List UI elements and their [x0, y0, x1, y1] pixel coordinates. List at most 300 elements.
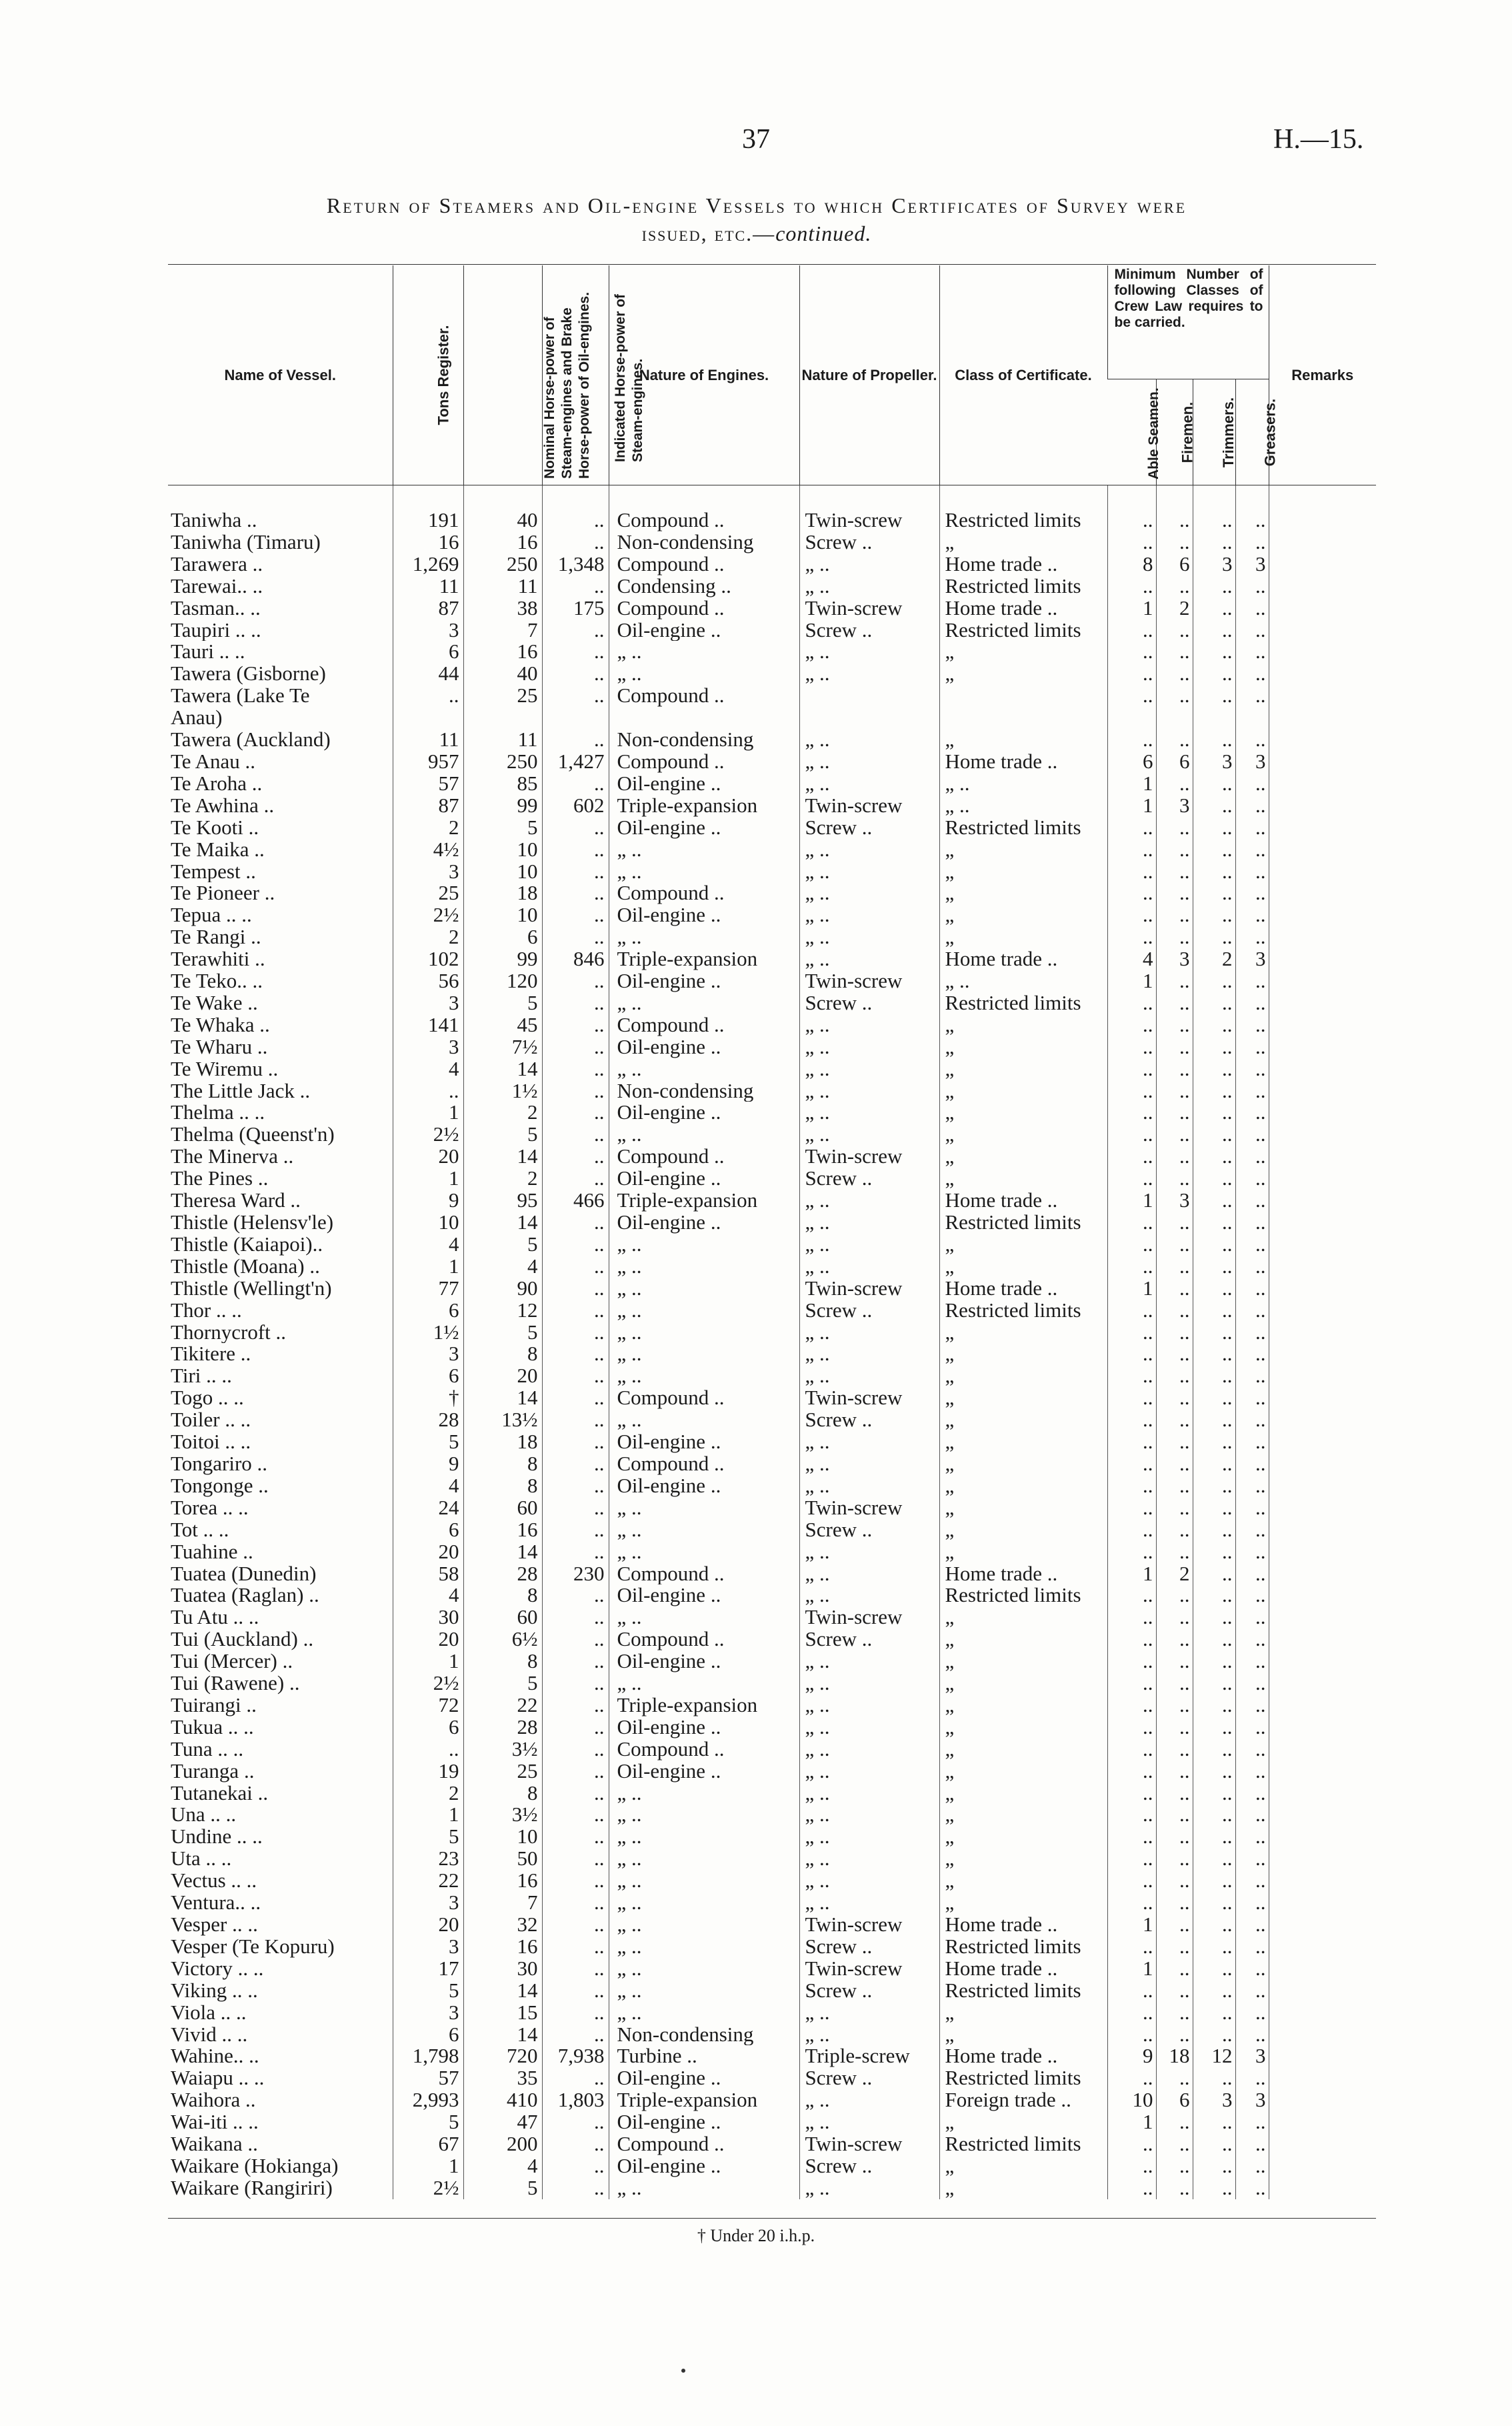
indicated-hp-cell: ..: [542, 1716, 609, 1738]
firemen-cell: ..: [1156, 1014, 1193, 1036]
propeller-type-cell: Twin-screw: [799, 1606, 939, 1628]
greasers-cell: ..: [1235, 1716, 1269, 1738]
indicated-hp-cell: ..: [542, 1102, 609, 1124]
trimmers-cell: ..: [1193, 1409, 1235, 1431]
tons-register-cell: 2: [393, 926, 463, 948]
engine-type-cell: Compound ..: [609, 1738, 799, 1760]
remarks-cell: [1269, 641, 1376, 663]
trimmers-cell: ..: [1193, 1760, 1235, 1782]
able-seamen-cell: ..: [1107, 1080, 1156, 1102]
vessel-name-cell: The Minerva ..: [171, 1146, 294, 1168]
engine-type-cell: „ ..: [609, 1278, 799, 1300]
propeller-type-cell: „ ..: [799, 1212, 939, 1234]
engine-type-cell: „ ..: [609, 1958, 799, 1980]
vessel-name-cell: Te Wharu ..: [171, 1036, 268, 1058]
trimmers-cell: ..: [1193, 1080, 1235, 1102]
tons-register-cell: 1: [393, 1650, 463, 1672]
firemen-cell: ..: [1156, 1826, 1193, 1848]
engine-type-cell: Compound ..: [609, 597, 799, 620]
tons-register-cell: 3: [393, 2002, 463, 2024]
firemen-cell: 6: [1156, 751, 1193, 773]
vessel-name-cell: Te Teko.. ..: [171, 970, 263, 992]
remarks-cell: [1269, 839, 1376, 861]
nominal-hp-cell: 8: [463, 1584, 542, 1606]
greasers-cell: [1235, 707, 1269, 729]
trimmers-cell: ..: [1193, 773, 1235, 795]
firemen-cell: ..: [1156, 1650, 1193, 1672]
propeller-type-cell: „ ..: [799, 1190, 939, 1212]
propeller-type-cell: „ ..: [799, 2089, 939, 2111]
vessel-name-cell: Tawera (Gisborne): [171, 663, 326, 686]
propeller-type-cell: „ ..: [799, 1694, 939, 1716]
greasers-cell: ..: [1235, 839, 1269, 861]
remarks-cell: [1269, 1475, 1376, 1497]
remarks-cell: [1269, 685, 1376, 707]
indicated-hp-cell: ..: [542, 839, 609, 861]
able-seamen-cell: 1: [1107, 773, 1156, 795]
col-header-able-seamen: [1107, 379, 1161, 485]
tons-register-cell: 20: [393, 1541, 463, 1563]
trimmers-cell: 2: [1193, 948, 1235, 970]
trimmers-cell: 3: [1193, 553, 1235, 575]
able-seamen-cell: ..: [1107, 1782, 1156, 1804]
indicated-hp-cell: ..: [542, 509, 609, 531]
greasers-cell: ..: [1235, 1958, 1269, 1980]
propeller-type-cell: „ ..: [799, 663, 939, 685]
greasers-cell: ..: [1235, 685, 1269, 707]
certificate-class-cell: Foreign trade ..: [939, 2089, 1107, 2111]
greasers-cell: ..: [1235, 1058, 1269, 1080]
propeller-type-cell: „ ..: [799, 1716, 939, 1738]
remarks-cell: [1269, 861, 1376, 883]
remarks-cell: [1269, 707, 1376, 729]
certificate-class-cell: Home trade ..: [939, 1278, 1107, 1300]
able-seamen-cell: ..: [1107, 926, 1156, 948]
firemen-cell: ..: [1156, 773, 1193, 795]
trimmers-cell: ..: [1193, 1365, 1235, 1387]
firemen-cell: ..: [1156, 1300, 1193, 1322]
engine-type-cell: Oil-engine ..: [609, 970, 799, 992]
remarks-cell: [1269, 904, 1376, 926]
firemen-cell: ..: [1156, 1760, 1193, 1782]
vessel-name-cell: Viola .. ..: [171, 2001, 247, 2024]
certificate-class-cell: „: [939, 1102, 1107, 1124]
certificate-class-cell: [939, 707, 1107, 729]
vessel-name-cell: Tui (Auckland) ..: [171, 1628, 314, 1651]
firemen-cell: ..: [1156, 509, 1193, 531]
trimmers-cell: ..: [1193, 1848, 1235, 1870]
nominal-hp-cell: 16: [463, 1519, 542, 1541]
indicated-hp-cell: ..: [542, 1892, 609, 1914]
trimmers-cell: ..: [1193, 1146, 1235, 1168]
trimmers-cell: ..: [1193, 1892, 1235, 1914]
propeller-type-cell: Twin-screw: [799, 1914, 939, 1936]
able-seamen-cell: 1: [1107, 1958, 1156, 1980]
table-row: [168, 531, 1376, 553]
greasers-cell: 3: [1235, 751, 1269, 773]
greasers-cell: ..: [1235, 1431, 1269, 1453]
engine-type-cell: Compound ..: [609, 882, 799, 904]
greasers-cell: ..: [1235, 2111, 1269, 2133]
tons-register-cell: †: [393, 1387, 463, 1409]
firemen-cell: ..: [1156, 817, 1193, 839]
propeller-type-cell: „ ..: [799, 1826, 939, 1848]
table-row: [168, 2111, 1376, 2133]
engine-type-cell: „ ..: [609, 1980, 799, 2002]
propeller-type-cell: „ ..: [799, 1848, 939, 1870]
nominal-hp-cell: 5: [463, 1672, 542, 1694]
engine-type-cell: Non-condensing: [609, 1080, 799, 1102]
certificate-class-cell: „: [939, 1628, 1107, 1650]
vessel-name-cell: Tuirangi ..: [171, 1694, 257, 1716]
trimmers-cell: ..: [1193, 1278, 1235, 1300]
able-seamen-cell: ..: [1107, 1672, 1156, 1694]
greasers-cell: ..: [1235, 1672, 1269, 1694]
nominal-hp-cell: 40: [463, 509, 542, 531]
table-row: [168, 1650, 1376, 1672]
trimmers-cell: ..: [1193, 2177, 1235, 2199]
remarks-cell: [1269, 1343, 1376, 1365]
nominal-hp-cell: 11: [463, 575, 542, 597]
engine-type-cell: Compound ..: [609, 1387, 799, 1409]
remarks-cell: [1269, 1936, 1376, 1958]
indicated-hp-cell: ..: [542, 817, 609, 839]
remarks-cell: [1269, 970, 1376, 992]
trimmers-cell: ..: [1193, 1475, 1235, 1497]
able-seamen-cell: ..: [1107, 1256, 1156, 1278]
firemen-cell: ..: [1156, 685, 1193, 707]
greasers-cell: ..: [1235, 1300, 1269, 1322]
engine-type-cell: „ ..: [609, 1541, 799, 1563]
vessel-name-cell: Tui (Mercer) ..: [171, 1650, 293, 1673]
firemen-cell: ..: [1156, 641, 1193, 663]
engine-type-cell: „ ..: [609, 992, 799, 1014]
firemen-cell: ..: [1156, 2133, 1193, 2155]
greasers-cell: ..: [1235, 620, 1269, 642]
able-seamen-cell: ..: [1107, 575, 1156, 597]
greasers-cell: ..: [1235, 1628, 1269, 1650]
certificate-class-cell: „: [939, 1892, 1107, 1914]
nominal-hp-cell: [463, 707, 542, 729]
firemen-cell: ..: [1156, 1848, 1193, 1870]
firemen-cell: ..: [1156, 1870, 1193, 1892]
nominal-hp-cell: 35: [463, 2067, 542, 2089]
remarks-cell: [1269, 1584, 1376, 1606]
table-row: [168, 2133, 1376, 2155]
greasers-cell: ..: [1235, 2067, 1269, 2089]
greasers-cell: ..: [1235, 1914, 1269, 1936]
greasers-cell: ..: [1235, 729, 1269, 751]
greasers-cell: 3: [1235, 2089, 1269, 2111]
able-seamen-cell: 9: [1107, 2045, 1156, 2067]
remarks-cell: [1269, 2111, 1376, 2133]
able-seamen-cell: ..: [1107, 1650, 1156, 1672]
greasers-cell: ..: [1235, 817, 1269, 839]
tons-register-cell: 23: [393, 1848, 463, 1870]
engine-type-cell: Oil-engine ..: [609, 1168, 799, 1190]
vessel-name-cell: Tarewai.. ..: [171, 575, 263, 597]
greasers-cell: ..: [1235, 1365, 1269, 1387]
firemen-cell: ..: [1156, 1146, 1193, 1168]
indicated-hp-cell: ..: [542, 1431, 609, 1453]
greasers-cell: ..: [1235, 2177, 1269, 2199]
indicated-hp-cell: ..: [542, 1826, 609, 1848]
tons-register-cell: 58: [393, 1563, 463, 1585]
able-seamen-cell: ..: [1107, 1980, 1156, 2002]
propeller-type-cell: Twin-screw: [799, 1146, 939, 1168]
propeller-type-cell: Twin-screw: [799, 1278, 939, 1300]
remarks-cell: [1269, 1212, 1376, 1234]
tons-register-cell: 5: [393, 2111, 463, 2133]
tons-register-cell: 57: [393, 773, 463, 795]
tons-register-cell: 191: [393, 509, 463, 531]
certificate-class-cell: „: [939, 882, 1107, 904]
trimmers-cell: ..: [1193, 1782, 1235, 1804]
propeller-type-cell: Twin-screw: [799, 2133, 939, 2155]
remarks-cell: [1269, 1958, 1376, 1980]
greasers-cell: ..: [1235, 773, 1269, 795]
table-row: [168, 1080, 1376, 1102]
table-row: [168, 1672, 1376, 1694]
certificate-class-cell: „: [939, 1256, 1107, 1278]
engine-type-cell: Turbine ..: [609, 2045, 799, 2067]
trimmers-cell: ..: [1193, 1694, 1235, 1716]
table-row: [168, 861, 1376, 883]
remarks-cell: [1269, 1497, 1376, 1519]
indicated-hp-cell: ..: [542, 2111, 609, 2133]
nominal-hp-cell: 25: [463, 685, 542, 707]
trimmers-cell: ..: [1193, 663, 1235, 685]
trimmers-cell: ..: [1193, 1212, 1235, 1234]
tons-register-cell: ..: [393, 1080, 463, 1102]
able-seamen-cell: ..: [1107, 1234, 1156, 1256]
remarks-cell: [1269, 751, 1376, 773]
greasers-cell: ..: [1235, 1014, 1269, 1036]
nominal-hp-cell: 5: [463, 1322, 542, 1344]
firemen-cell: 3: [1156, 948, 1193, 970]
certificate-class-cell: „: [939, 1431, 1107, 1453]
firemen-cell: ..: [1156, 1475, 1193, 1497]
able-seamen-cell: ..: [1107, 1322, 1156, 1344]
tons-register-cell: 16: [393, 531, 463, 553]
remarks-cell: [1269, 1914, 1376, 1936]
remarks-cell: [1269, 817, 1376, 839]
propeller-type-cell: „ ..: [799, 1124, 939, 1146]
greasers-cell: ..: [1235, 1541, 1269, 1563]
propeller-type-cell: „ ..: [799, 1563, 939, 1585]
able-seamen-cell: ..: [1107, 1519, 1156, 1541]
propeller-type-cell: Triple-screw: [799, 2045, 939, 2067]
table-row: [168, 926, 1376, 948]
able-seamen-cell: ..: [1107, 817, 1156, 839]
certificate-class-cell: „: [939, 1036, 1107, 1058]
certificate-class-cell: „: [939, 1365, 1107, 1387]
table-row: [168, 1738, 1376, 1760]
propeller-type-cell: „ ..: [799, 1584, 939, 1606]
tons-register-cell: 30: [393, 1606, 463, 1628]
nominal-hp-cell: 2: [463, 1168, 542, 1190]
certificate-class-cell: „: [939, 1168, 1107, 1190]
remarks-cell: [1269, 729, 1376, 751]
able-seamen-cell: ..: [1107, 1892, 1156, 1914]
vessel-name-cell: Waikare (Rangiriri): [171, 2177, 333, 2199]
firemen-cell: ..: [1156, 1672, 1193, 1694]
able-seamen-cell: 1: [1107, 795, 1156, 817]
indicated-hp-cell: ..: [542, 1672, 609, 1694]
nominal-hp-cell: 16: [463, 641, 542, 663]
tons-register-cell: 1,798: [393, 2045, 463, 2067]
remarks-cell: [1269, 1190, 1376, 1212]
engine-type-cell: Oil-engine ..: [609, 817, 799, 839]
certificate-class-cell: „: [939, 2002, 1107, 2024]
trimmers-cell: ..: [1193, 1650, 1235, 1672]
indicated-hp-cell: ..: [542, 1848, 609, 1870]
table-row: [168, 1892, 1376, 1914]
indicated-hp-cell: ..: [542, 1168, 609, 1190]
remarks-cell: [1269, 509, 1376, 531]
trimmers-cell: ..: [1193, 729, 1235, 751]
indicated-hp-cell: ..: [542, 1980, 609, 2002]
indicated-hp-cell: 230: [542, 1563, 609, 1585]
vessel-name-cell: Wai-iti .. ..: [171, 2111, 259, 2134]
greasers-cell: ..: [1235, 2024, 1269, 2046]
table-row: [168, 2045, 1376, 2067]
trimmers-cell: ..: [1193, 685, 1235, 707]
propeller-type-cell: „ ..: [799, 1322, 939, 1344]
propeller-type-cell: Twin-screw: [799, 795, 939, 817]
remarks-cell: [1269, 1519, 1376, 1541]
table-row: [168, 1606, 1376, 1628]
tons-register-cell: 6: [393, 1365, 463, 1387]
firemen-cell: ..: [1156, 620, 1193, 642]
certificate-class-cell: „: [939, 1870, 1107, 1892]
firemen-cell: [1156, 707, 1193, 729]
indicated-hp-cell: ..: [542, 2177, 609, 2199]
remarks-cell: [1269, 1826, 1376, 1848]
engine-type-cell: Oil-engine ..: [609, 2155, 799, 2177]
propeller-type-cell: Screw ..: [799, 1409, 939, 1431]
engine-type-cell: Oil-engine ..: [609, 904, 799, 926]
remarks-cell: [1269, 2089, 1376, 2111]
indicated-hp-cell: 1,803: [542, 2089, 609, 2111]
engine-type-cell: „ ..: [609, 1848, 799, 1870]
greasers-cell: 3: [1235, 948, 1269, 970]
table-row: [168, 1563, 1376, 1585]
tons-register-cell: 3: [393, 1343, 463, 1365]
vessel-name-cell: Tuatea (Dunedin): [171, 1562, 317, 1585]
firemen-cell: ..: [1156, 2111, 1193, 2133]
able-seamen-cell: ..: [1107, 1606, 1156, 1628]
nominal-hp-cell: 16: [463, 531, 542, 553]
indicated-hp-cell: ..: [542, 1014, 609, 1036]
certificate-class-cell: Home trade ..: [939, 1914, 1107, 1936]
propeller-type-cell: „ ..: [799, 1475, 939, 1497]
certificate-class-cell: „: [939, 641, 1107, 663]
remarks-cell: [1269, 1892, 1376, 1914]
certificate-class-cell: Restricted limits: [939, 620, 1107, 642]
indicated-hp-cell: 175: [542, 597, 609, 620]
table-row: [168, 641, 1376, 663]
nominal-hp-cell: 250: [463, 553, 542, 575]
nominal-hp-cell: 3½: [463, 1738, 542, 1760]
trimmers-cell: ..: [1193, 1826, 1235, 1848]
vessel-name-cell: Anau): [171, 707, 223, 730]
nominal-hp-cell: 8: [463, 1782, 542, 1804]
engine-type-cell: Triple-expansion: [609, 1190, 799, 1212]
nominal-hp-cell: 5: [463, 1124, 542, 1146]
table-row: [168, 1431, 1376, 1453]
engine-type-cell: „ ..: [609, 1234, 799, 1256]
greasers-cell: ..: [1235, 992, 1269, 1014]
propeller-type-cell: „ ..: [799, 1541, 939, 1563]
certificate-class-cell: „: [939, 1387, 1107, 1409]
firemen-cell: ..: [1156, 882, 1193, 904]
table-row: [168, 1716, 1376, 1738]
trimmers-cell: ..: [1193, 2067, 1235, 2089]
able-seamen-cell: [1107, 707, 1156, 729]
tons-register-cell: 57: [393, 2067, 463, 2089]
able-seamen-cell: 6: [1107, 751, 1156, 773]
engine-type-cell: Non-condensing: [609, 729, 799, 751]
able-seamen-cell: ..: [1107, 663, 1156, 685]
certificate-class-cell: Home trade ..: [939, 948, 1107, 970]
certificate-class-cell: „: [939, 1606, 1107, 1628]
engine-type-cell: Oil-engine ..: [609, 773, 799, 795]
able-seamen-cell: 1: [1107, 597, 1156, 620]
remarks-cell: [1269, 948, 1376, 970]
able-seamen-cell: 1: [1107, 1563, 1156, 1585]
tons-register-cell: 19: [393, 1760, 463, 1782]
tons-register-cell: 102: [393, 948, 463, 970]
table-row: [168, 1234, 1376, 1256]
nominal-hp-cell: 5: [463, 1234, 542, 1256]
certificate-class-cell: „: [939, 1497, 1107, 1519]
nominal-hp-cell: 10: [463, 839, 542, 861]
vessel-name-cell: Te Aroha ..: [171, 772, 263, 795]
able-seamen-cell: ..: [1107, 1475, 1156, 1497]
propeller-type-cell: „ ..: [799, 729, 939, 751]
trimmers-cell: ..: [1193, 1672, 1235, 1694]
greasers-cell: ..: [1235, 861, 1269, 883]
indicated-hp-cell: ..: [542, 2155, 609, 2177]
able-seamen-cell: ..: [1107, 1058, 1156, 1080]
certificate-class-cell: „: [939, 1453, 1107, 1475]
greasers-cell: ..: [1235, 509, 1269, 531]
trimmers-cell: ..: [1193, 2111, 1235, 2133]
engine-type-cell: „ ..: [609, 1497, 799, 1519]
indicated-hp-cell: ..: [542, 1497, 609, 1519]
trimmers-cell: ..: [1193, 2002, 1235, 2024]
nominal-hp-cell: 10: [463, 904, 542, 926]
indicated-hp-cell: ..: [542, 663, 609, 685]
trimmers-cell: ..: [1193, 992, 1235, 1014]
certificate-class-cell: Home trade ..: [939, 597, 1107, 620]
firemen-cell: ..: [1156, 926, 1193, 948]
table-row: [168, 817, 1376, 839]
greasers-cell: ..: [1235, 1036, 1269, 1058]
trimmers-cell: ..: [1193, 1387, 1235, 1409]
nominal-hp-cell: 60: [463, 1497, 542, 1519]
certificate-class-cell: Restricted limits: [939, 1300, 1107, 1322]
propeller-type-cell: Screw ..: [799, 2067, 939, 2089]
greasers-cell: ..: [1235, 1387, 1269, 1409]
certificate-class-cell: „: [939, 1146, 1107, 1168]
certificate-class-cell: Home trade ..: [939, 1190, 1107, 1212]
table-row: [168, 904, 1376, 926]
remarks-cell: [1269, 1146, 1376, 1168]
table-row: [168, 1058, 1376, 1080]
nominal-hp-cell: 4: [463, 1256, 542, 1278]
